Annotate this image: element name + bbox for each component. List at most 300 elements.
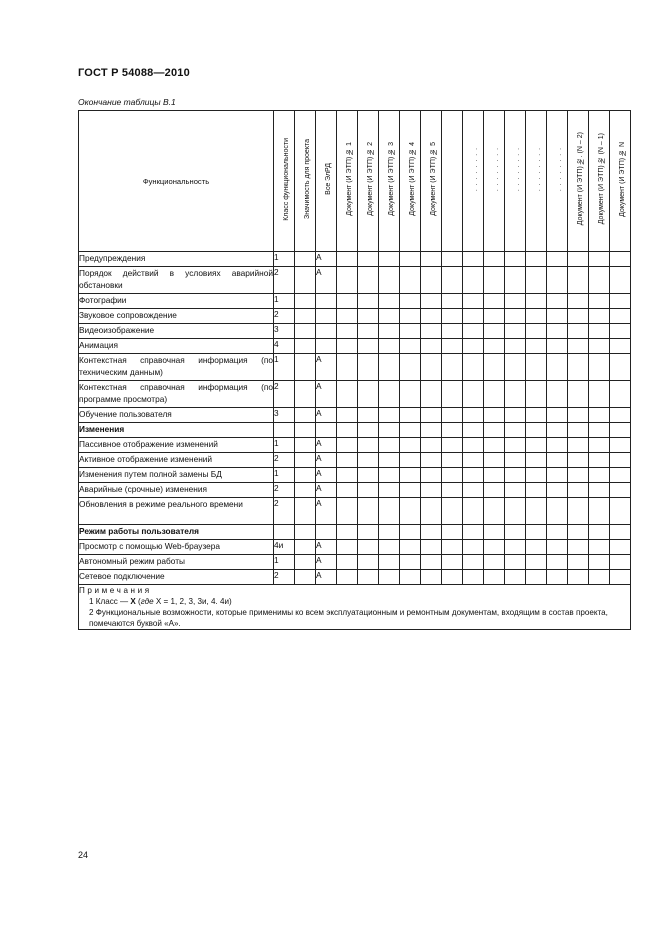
table-cell bbox=[526, 324, 547, 339]
table-cell bbox=[505, 252, 526, 267]
table-cell bbox=[505, 498, 526, 525]
table-cell bbox=[589, 570, 610, 585]
table-cell bbox=[421, 309, 442, 324]
table-cell bbox=[358, 498, 379, 525]
table-cell bbox=[379, 252, 400, 267]
table-cell bbox=[484, 453, 505, 468]
class-cell: 2 bbox=[274, 453, 295, 468]
table-cell bbox=[505, 468, 526, 483]
table-cell bbox=[400, 468, 421, 483]
table-cell bbox=[484, 540, 505, 555]
table-row bbox=[79, 309, 631, 324]
table-cell bbox=[547, 438, 568, 453]
section-title: Режим работы пользователя bbox=[79, 525, 274, 540]
table-cell bbox=[526, 540, 547, 555]
table-cell bbox=[337, 423, 358, 438]
table-cell bbox=[568, 423, 589, 438]
header-doc-5: Документ (И ЭТП) № 5 bbox=[421, 111, 442, 252]
function-name: Видеоизображение bbox=[79, 324, 274, 339]
table-cell bbox=[274, 525, 295, 540]
table-cell bbox=[421, 525, 442, 540]
table-cell bbox=[610, 354, 631, 381]
class-cell: 2 bbox=[274, 381, 295, 408]
table-cell bbox=[421, 423, 442, 438]
table-row bbox=[79, 324, 631, 339]
table-cell bbox=[358, 381, 379, 408]
table-cell bbox=[337, 453, 358, 468]
table-cell bbox=[547, 381, 568, 408]
table-cell bbox=[568, 294, 589, 309]
table-notes bbox=[79, 585, 631, 630]
header-ellipsis: . . . . . . . . bbox=[463, 111, 484, 252]
table-cell bbox=[358, 468, 379, 483]
table-cell bbox=[421, 267, 442, 294]
table-cell bbox=[295, 540, 316, 555]
table-cell bbox=[421, 294, 442, 309]
table-cell bbox=[484, 339, 505, 354]
table-cell bbox=[526, 570, 547, 585]
table-cell bbox=[379, 408, 400, 423]
table-cell bbox=[505, 570, 526, 585]
table-cell bbox=[547, 570, 568, 585]
table-cell bbox=[358, 408, 379, 423]
table-cell bbox=[337, 483, 358, 498]
table-cell bbox=[442, 483, 463, 498]
table-cell bbox=[547, 498, 568, 525]
table-cell bbox=[505, 267, 526, 294]
table-cell bbox=[526, 438, 547, 453]
function-name: Просмотр с помощью Web-браузера bbox=[79, 540, 274, 555]
table-cell bbox=[484, 408, 505, 423]
header-doc-1: Документ (И ЭТП) № 1 bbox=[337, 111, 358, 252]
table-cell bbox=[442, 438, 463, 453]
table-cell bbox=[463, 555, 484, 570]
table-cell bbox=[421, 555, 442, 570]
function-name: Изменения путем полной замены БД bbox=[79, 468, 274, 483]
table-cell bbox=[589, 483, 610, 498]
table-cell bbox=[505, 354, 526, 381]
table-cell bbox=[568, 540, 589, 555]
table-cell bbox=[484, 468, 505, 483]
table-cell bbox=[547, 267, 568, 294]
table-cell bbox=[442, 408, 463, 423]
table-cell bbox=[337, 252, 358, 267]
function-name: Активное отображение изменений bbox=[79, 453, 274, 468]
table-cell bbox=[547, 252, 568, 267]
table-cell bbox=[547, 324, 568, 339]
note-2: 2 Функциональные возможности, которые применимы ко всем эксплуатационным и ремонтным документам, входящим в состав проекта, помечаются буквой «А». bbox=[89, 608, 608, 628]
all-elrd-cell bbox=[316, 339, 337, 354]
table-cell bbox=[358, 252, 379, 267]
table-cell bbox=[295, 339, 316, 354]
table-cell bbox=[358, 570, 379, 585]
section-row bbox=[79, 525, 631, 540]
header-doc-n-minus-2: Документ (И ЭТП) №. (N – 2) bbox=[568, 111, 589, 252]
table-cell bbox=[589, 339, 610, 354]
class-cell: 1 bbox=[274, 555, 295, 570]
header-all-elrd: Все ЭлРД bbox=[316, 111, 337, 252]
table-row bbox=[79, 408, 631, 423]
table-row bbox=[79, 540, 631, 555]
table-cell bbox=[568, 252, 589, 267]
table-cell bbox=[484, 309, 505, 324]
table-cell bbox=[589, 381, 610, 408]
table-cell bbox=[463, 408, 484, 423]
table-cell bbox=[379, 381, 400, 408]
table-cell bbox=[610, 339, 631, 354]
table-row bbox=[79, 252, 631, 267]
class-cell: 2 bbox=[274, 483, 295, 498]
table-cell bbox=[547, 309, 568, 324]
table-cell bbox=[589, 555, 610, 570]
table-cell bbox=[547, 555, 568, 570]
table-cell bbox=[400, 294, 421, 309]
table-cell bbox=[568, 438, 589, 453]
class-cell: 1 bbox=[274, 354, 295, 381]
table-cell bbox=[400, 381, 421, 408]
table-row bbox=[79, 267, 631, 294]
header-doc-n-minus-1: Документ (И ЭТП) № (N – 1) bbox=[589, 111, 610, 252]
table-cell bbox=[337, 339, 358, 354]
table-cell bbox=[589, 540, 610, 555]
table-cell bbox=[379, 423, 400, 438]
function-name: Обновления в режиме реального времени bbox=[79, 498, 274, 525]
table-cell bbox=[589, 525, 610, 540]
class-cell: 3 bbox=[274, 408, 295, 423]
table-cell bbox=[484, 483, 505, 498]
table-cell bbox=[400, 324, 421, 339]
table-cell bbox=[463, 525, 484, 540]
note-1: 1 Класс — Х (где Х = 1, 2, 3, 3и, 4. 4и) bbox=[89, 597, 232, 606]
table-cell bbox=[610, 570, 631, 585]
all-elrd-cell bbox=[316, 294, 337, 309]
table-cell bbox=[379, 267, 400, 294]
table-cell bbox=[547, 339, 568, 354]
table-cell bbox=[421, 408, 442, 423]
table-cell bbox=[589, 324, 610, 339]
table-cell bbox=[442, 468, 463, 483]
table-cell bbox=[589, 498, 610, 525]
functionality-table bbox=[78, 110, 631, 630]
table-cell bbox=[484, 525, 505, 540]
table-cell bbox=[400, 339, 421, 354]
header-ellipsis: . . . . . . . . bbox=[484, 111, 505, 252]
table-cell bbox=[421, 498, 442, 525]
table-cell bbox=[421, 468, 442, 483]
table-cell bbox=[337, 324, 358, 339]
table-cell bbox=[358, 540, 379, 555]
table-cell bbox=[295, 252, 316, 267]
table-cell bbox=[358, 309, 379, 324]
table-cell bbox=[358, 555, 379, 570]
table-cell bbox=[358, 483, 379, 498]
table-cell bbox=[547, 540, 568, 555]
class-cell: 1 bbox=[274, 294, 295, 309]
table-cell bbox=[505, 381, 526, 408]
table-cell bbox=[547, 468, 568, 483]
table-cell bbox=[568, 453, 589, 468]
table-row bbox=[79, 294, 631, 309]
table-cell bbox=[295, 381, 316, 408]
table-cell bbox=[547, 483, 568, 498]
table-cell bbox=[442, 381, 463, 408]
table-cell bbox=[568, 309, 589, 324]
table-cell bbox=[295, 498, 316, 525]
document-title: ГОСТ Р 54088—2010 bbox=[78, 67, 190, 79]
all-elrd-cell: А bbox=[316, 252, 337, 267]
table-cell bbox=[442, 525, 463, 540]
table-cell bbox=[526, 525, 547, 540]
table-cell bbox=[379, 498, 400, 525]
table-cell bbox=[526, 309, 547, 324]
table-cell bbox=[484, 324, 505, 339]
table-row bbox=[79, 498, 631, 525]
all-elrd-cell: А bbox=[316, 453, 337, 468]
table-cell bbox=[610, 498, 631, 525]
table-cell bbox=[589, 267, 610, 294]
table-cell bbox=[337, 570, 358, 585]
table-cell bbox=[295, 294, 316, 309]
all-elrd-cell: А bbox=[316, 381, 337, 408]
table-cell bbox=[337, 408, 358, 423]
table-cell bbox=[442, 453, 463, 468]
table-cell bbox=[568, 324, 589, 339]
table-cell bbox=[295, 354, 316, 381]
table-cell bbox=[358, 423, 379, 438]
all-elrd-cell: А bbox=[316, 468, 337, 483]
table-cell bbox=[610, 252, 631, 267]
table-cell bbox=[295, 555, 316, 570]
section-title: Изменения bbox=[79, 423, 274, 438]
table-cell bbox=[610, 267, 631, 294]
table-cell bbox=[295, 570, 316, 585]
table-row bbox=[79, 555, 631, 570]
table-cell bbox=[484, 570, 505, 585]
table-cell bbox=[484, 423, 505, 438]
table-row bbox=[79, 381, 631, 408]
table-cell bbox=[610, 309, 631, 324]
table-cell bbox=[421, 381, 442, 408]
table-cell bbox=[484, 252, 505, 267]
table-cell bbox=[337, 354, 358, 381]
table-cell bbox=[547, 354, 568, 381]
table-cell bbox=[358, 354, 379, 381]
table-cell bbox=[505, 453, 526, 468]
table-cell bbox=[442, 252, 463, 267]
table-cell bbox=[421, 483, 442, 498]
table-cell bbox=[589, 438, 610, 453]
table-cell bbox=[358, 267, 379, 294]
table-cell bbox=[610, 525, 631, 540]
table-cell bbox=[379, 468, 400, 483]
table-cell bbox=[568, 354, 589, 381]
table-cell bbox=[337, 525, 358, 540]
table-cell bbox=[505, 555, 526, 570]
table-row bbox=[79, 483, 631, 498]
table-cell bbox=[421, 570, 442, 585]
header-class: Класс функциональности bbox=[274, 111, 295, 252]
table-cell bbox=[358, 525, 379, 540]
table-cell bbox=[442, 540, 463, 555]
all-elrd-cell: А bbox=[316, 267, 337, 294]
table-cell bbox=[610, 453, 631, 468]
table-cell bbox=[568, 468, 589, 483]
table-cell bbox=[568, 498, 589, 525]
table-cell bbox=[463, 309, 484, 324]
table-cell bbox=[589, 423, 610, 438]
table-cell bbox=[442, 339, 463, 354]
table-cell bbox=[421, 453, 442, 468]
all-elrd-cell: А bbox=[316, 438, 337, 453]
table-cell bbox=[463, 339, 484, 354]
table-cell bbox=[442, 555, 463, 570]
table-cell bbox=[358, 324, 379, 339]
table-cell bbox=[316, 525, 337, 540]
table-cell bbox=[526, 252, 547, 267]
table-cell bbox=[295, 468, 316, 483]
function-name: Пассивное отображение изменений bbox=[79, 438, 274, 453]
table-cell bbox=[421, 252, 442, 267]
all-elrd-cell: А bbox=[316, 540, 337, 555]
table-cell bbox=[568, 570, 589, 585]
notes-title: Примечания bbox=[79, 586, 152, 595]
all-elrd-cell: А bbox=[316, 498, 337, 525]
table-cell bbox=[400, 408, 421, 423]
table-cell bbox=[484, 294, 505, 309]
table-cell bbox=[400, 525, 421, 540]
table-cell bbox=[442, 294, 463, 309]
all-elrd-cell: А bbox=[316, 570, 337, 585]
table-cell bbox=[274, 423, 295, 438]
table-cell bbox=[295, 408, 316, 423]
class-cell: 1 bbox=[274, 468, 295, 483]
table-cell bbox=[610, 324, 631, 339]
table-cell bbox=[379, 453, 400, 468]
table-cell bbox=[463, 294, 484, 309]
table-cell bbox=[463, 423, 484, 438]
table-cell bbox=[337, 294, 358, 309]
class-cell: 2 bbox=[274, 267, 295, 294]
table-cell bbox=[400, 438, 421, 453]
table-cell bbox=[589, 309, 610, 324]
function-name: Автономный режим работы bbox=[79, 555, 274, 570]
header-doc-3: Документ (И ЭТП) № 3 bbox=[379, 111, 400, 252]
table-cell bbox=[568, 555, 589, 570]
all-elrd-cell: А bbox=[316, 354, 337, 381]
table-cell bbox=[421, 540, 442, 555]
table-cell bbox=[589, 252, 610, 267]
function-name: Звуковое сопровождение bbox=[79, 309, 274, 324]
header-doc-4: Документ (И ЭТП) № 4 bbox=[400, 111, 421, 252]
table-cell bbox=[526, 423, 547, 438]
all-elrd-cell: А bbox=[316, 555, 337, 570]
table-cell bbox=[463, 252, 484, 267]
table-cell bbox=[358, 294, 379, 309]
section-row bbox=[79, 423, 631, 438]
class-cell: 2 bbox=[274, 309, 295, 324]
all-elrd-cell: А bbox=[316, 408, 337, 423]
table-cell bbox=[568, 525, 589, 540]
table-cell bbox=[526, 294, 547, 309]
class-cell: 2 bbox=[274, 570, 295, 585]
table-cell bbox=[589, 453, 610, 468]
table-cell bbox=[484, 381, 505, 408]
table-cell bbox=[337, 381, 358, 408]
table-cell bbox=[442, 324, 463, 339]
table-cell bbox=[463, 438, 484, 453]
table-row bbox=[79, 339, 631, 354]
table-cell bbox=[379, 540, 400, 555]
table-cell bbox=[379, 570, 400, 585]
table-cell bbox=[421, 324, 442, 339]
table-cell bbox=[505, 309, 526, 324]
table-cell bbox=[610, 408, 631, 423]
table-cell bbox=[526, 498, 547, 525]
table-cell bbox=[484, 354, 505, 381]
table-cell bbox=[442, 570, 463, 585]
table-cell bbox=[526, 468, 547, 483]
table-cell bbox=[589, 468, 610, 483]
table-cell bbox=[505, 540, 526, 555]
table-cell bbox=[463, 354, 484, 381]
page-number: 24 bbox=[78, 850, 89, 860]
table-cell bbox=[379, 309, 400, 324]
table-cell bbox=[400, 423, 421, 438]
table-cell bbox=[400, 267, 421, 294]
table-cell bbox=[379, 354, 400, 381]
table-cell bbox=[400, 354, 421, 381]
table-cell bbox=[610, 468, 631, 483]
table-cell bbox=[484, 267, 505, 294]
table-cell bbox=[421, 354, 442, 381]
table-row bbox=[79, 570, 631, 585]
table-cell bbox=[547, 525, 568, 540]
table-cell bbox=[442, 267, 463, 294]
table-caption: Окончание таблицы В.1 bbox=[78, 97, 176, 107]
header-doc-n: Документ (И ЭТП) № N bbox=[610, 111, 631, 252]
table-cell bbox=[463, 453, 484, 468]
class-cell: 1 bbox=[274, 252, 295, 267]
table-cell bbox=[400, 483, 421, 498]
table-cell bbox=[526, 339, 547, 354]
table-cell bbox=[568, 381, 589, 408]
table-cell bbox=[610, 381, 631, 408]
table-row bbox=[79, 354, 631, 381]
table-cell bbox=[610, 438, 631, 453]
table-cell bbox=[547, 294, 568, 309]
class-cell: 4 bbox=[274, 339, 295, 354]
table-cell bbox=[589, 294, 610, 309]
table-cell bbox=[526, 408, 547, 423]
table-cell bbox=[589, 354, 610, 381]
table-cell bbox=[526, 381, 547, 408]
function-name: Сетевое подключение bbox=[79, 570, 274, 585]
table-cell bbox=[442, 423, 463, 438]
table-cell bbox=[526, 483, 547, 498]
table-cell bbox=[484, 555, 505, 570]
all-elrd-cell bbox=[316, 309, 337, 324]
table-cell bbox=[379, 339, 400, 354]
table-cell bbox=[568, 267, 589, 294]
table-cell bbox=[400, 498, 421, 525]
table-cell bbox=[526, 453, 547, 468]
table-cell bbox=[400, 540, 421, 555]
table-cell bbox=[337, 309, 358, 324]
table-cell bbox=[295, 525, 316, 540]
table-cell bbox=[295, 309, 316, 324]
table-cell bbox=[295, 483, 316, 498]
table-cell bbox=[295, 324, 316, 339]
